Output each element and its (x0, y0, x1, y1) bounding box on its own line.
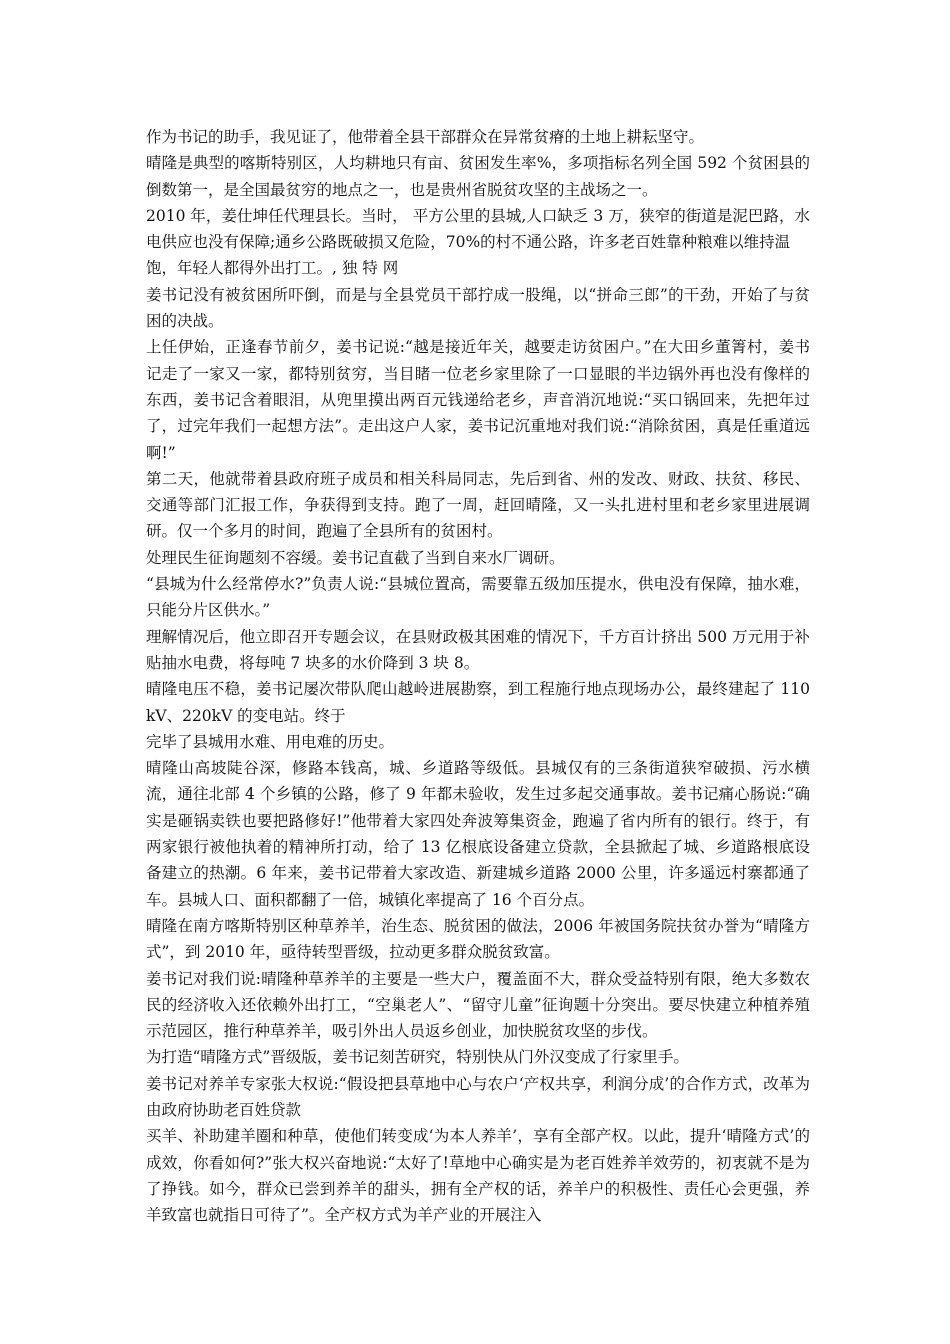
paragraph: “县城为什么经常停水?”负责人说:“县城位置高，需要靠五级加压提水，供电没有保障，抽水难，只能分片区供水。” (146, 575, 810, 620)
paragraph: 晴隆是典型的喀斯特别区，人均耕地只有亩、贫困发生率%，多项指标名列全国 592 个贫困县的倒数第一，是全国最贫穷的地点之一，也是贵州省脱贫攻坚的主战场之一。 (146, 154, 810, 199)
paragraph: 买羊、补助建羊圈和种草，使他们转变成‘为本人养羊’，享有全部产权。以此，提升‘晴隆方式’的成效，你看如何?”张大权兴奋地说:“太好了!草地中心确实是为老百姓养羊效劳的，初衷就不是为了挣钱。如今，群众已尝到养羊的甜头，拥有全产权的话，养羊户的积极性、责任心会更强，养羊致富也就指日可待了”。全产权方式为羊产业的开展注入 (146, 1127, 810, 1225)
paragraph: 上任伊始，正逢春节前夕，姜书记说:“越是接近年关，越要走访贫困户。”在大田乡董箐村，姜书记走了一家又一家，都特别贫穷，当目睹一位老乡家里除了一口显眼的半边锅外再也没有像样的东西，姜书记含着眼泪，从兜里摸出两百元钱递给老乡，声音消沉地说:“买口锅回来，先把年过了，过完年我们一起想方法”。走出这户人家，姜书记沉重地对我们说:“消除贫困，真是任重道远啊!” (146, 338, 810, 462)
paragraph: 2010 年，姜仕坤任代理县长。当时， 平方公里的县城,人口缺乏 3 万，狭窄的街道是泥巴路，水电供应也没有保障;通乡公路既破损又危险，70%的村不通公路，许多老百姓靠种粮难以维持温 (146, 206, 810, 252)
paragraph: 完毕了县城用水难、用电难的历史。 (146, 732, 395, 751)
paragraph: 处理民生征询题刻不容缓。姜书记直截了当到自来水厂调研。 (146, 548, 565, 567)
paragraph: 作为书记的助手，我见证了，他带着全县干部群众在异常贫瘠的土地上耕耘坚守。 (146, 128, 705, 146)
paragraph: 姜书记对我们说:晴隆种草养羊的主要是一些大户，覆盖面不大，群众受益特别有限，绝大多数农民的经济收入还依赖外出打工，“空巢老人”、“留守儿童”征询题十分突出。要尽快建立种植养殖示范园区，推行种草养羊，吸引外出人员返乡创业，加快脱贫攻坚的步伐。 (146, 969, 810, 1041)
paragraph: 理解情况后，他立即召开专题会议，在县财政极其困难的情况下，千方百计挤出 500 万元用于补贴抽水电费，将每吨 7 块多的水价降到 3 块 8。 (146, 627, 810, 672)
document-body (146, 124, 810, 1228)
paragraph: 姜书记对养羊专家张大权说:“假设把县草地中心与农户‘产权共享，利润分成’的合作方式，改革为由政府协助老百姓贷款 (146, 1074, 810, 1119)
paragraph: 晴隆山高坡陡谷深，修路本钱高，城、乡道路等级低。县城仅有的三条街道狭窄破损、污水横流，通往北部 4 个乡镇的公路，修了 9 年都未验收，发生过多起交通事故。姜书记痛心肠说:“确实是砸锅卖铁也要把路修好!”他带着大家四处奔波筹集资金，跑遍了省内所有的银行。终于，有两家银行被他执着的精神所打动，给了 13 亿根底设备建立贷款，全县掀起了城、乡道路根底设备建立的热潮。6 年来，姜书记带着大家改造、新建城乡道路 2000 公里，许多遥远村寨都通了车。县城人口、面积都翻了一倍，城镇化率提高了 16 个百分点。 (146, 759, 810, 909)
paragraph: 晴隆在南方喀斯特别区种草养羊，治生态、脱贫困的做法，2006 年被国务院扶贫办誉为“晴隆方式”，到 2010 年，亟待转型晋级，拉动更多群众脱贫致富。 (146, 916, 810, 962)
paragraph: 晴隆电压不稳，姜书记屡次带队爬山越岭进展勘察，到工程施行地点现场办公，最终建起了 110 kV、220kV 的变电站。终于 (146, 680, 810, 725)
paragraph: 为打造“晴隆方式”晋级版，姜书记刻苦研究，特别快从门外汉变成了行家里手。 (146, 1048, 689, 1067)
paragraph: 姜书记没有被贫困所吓倒，而是与全县党员干部拧成一股绳，以“拼命三郎”的干劲，开始了与贫困的决战。 (146, 285, 810, 331)
paragraph: 第二天，他就带着县政府班子成员和相关科局同志，先后到省、州的发改、财政、扶贫、移民、交通等部门汇报工作，争获得到支持。跑了一周，赶回晴隆，又一头扎进村里和老乡家里进展调研。仅一个多月的时间，跑遍了全县所有的贫困村。 (146, 469, 810, 541)
paragraph: 饱，年轻人都得外出打工。, 独 特 网 (146, 259, 399, 278)
